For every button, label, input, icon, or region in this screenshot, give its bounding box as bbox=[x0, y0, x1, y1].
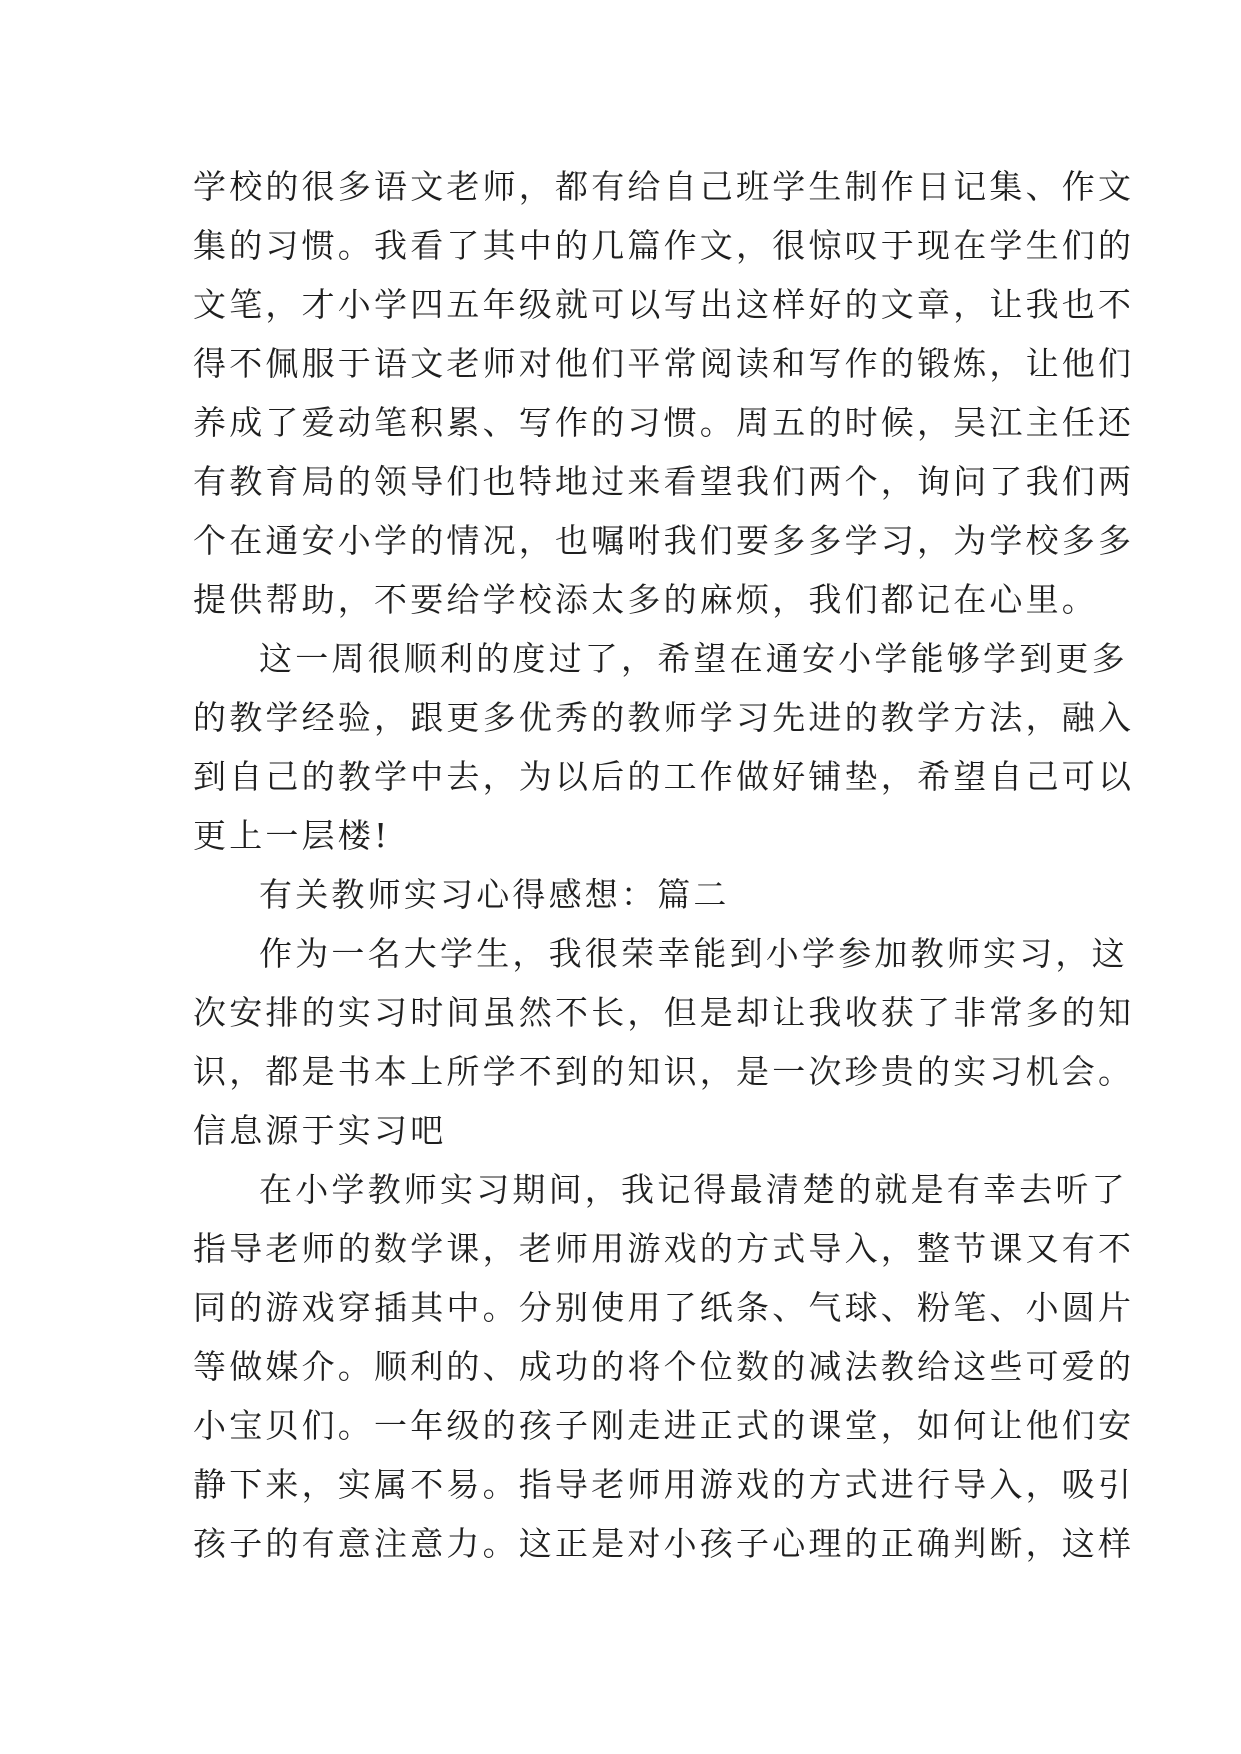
text-line: 孩子的有意注意力。这正是对小孩子心理的正确判断，这样 bbox=[193, 1524, 1135, 1563]
text-line: 同的游戏穿插其中。分别使用了纸条、气球、粉笔、小圆片 bbox=[193, 1288, 1135, 1327]
text-line: 次安排的实习时间虽然不长，但是却让我收获了非常多的知 bbox=[193, 993, 1135, 1032]
text-line: 的教学经验，跟更多优秀的教师学习先进的教学方法，融入 bbox=[193, 698, 1135, 737]
text-line: 在小学教师实习期间，我记得最清楚的就是有幸去听了 bbox=[259, 1170, 1128, 1209]
text-line: 得不佩服于语文老师对他们平常阅读和写作的锻炼，让他们 bbox=[193, 344, 1135, 383]
section-heading: 有关教师实习心得感想：篇二 bbox=[259, 875, 730, 914]
text-line: 指导老师的数学课，老师用游戏的方式导入，整节课又有不 bbox=[193, 1229, 1135, 1268]
body-text bbox=[193, 157, 1135, 1573]
text-line: 个在通安小学的情况，也嘱咐我们要多多学习，为学校多多 bbox=[193, 521, 1135, 560]
text-line: 作为一名大学生，我很荣幸能到小学参加教师实习，这 bbox=[259, 934, 1128, 973]
text-line: 有教育局的领导们也特地过来看望我们两个，询问了我们两 bbox=[193, 462, 1135, 501]
text-line: 等做媒介。顺利的、成功的将个位数的减法教给这些可爱的 bbox=[193, 1347, 1135, 1386]
text-line: 这一周很顺利的度过了，希望在通安小学能够学到更多 bbox=[259, 639, 1128, 678]
text-line: 养成了爱动笔积累、写作的习惯。周五的时候，吴江主任还 bbox=[193, 403, 1135, 442]
text-line: 集的习惯。我看了其中的几篇作文，很惊叹于现在学生们的 bbox=[193, 226, 1135, 265]
text-line: 学校的很多语文老师，都有给自己班学生制作日记集、作文 bbox=[193, 167, 1135, 206]
text-line: 提供帮助，不要给学校添太多的麻烦，我们都记在心里。 bbox=[193, 580, 1098, 619]
text-line: 识，都是书本上所学不到的知识，是一次珍贵的实习机会。 bbox=[193, 1052, 1135, 1091]
text-line: 小宝贝们。一年级的孩子刚走进正式的课堂，如何让他们安 bbox=[193, 1406, 1135, 1445]
text-line: 到自己的教学中去，为以后的工作做好铺垫，希望自己可以 bbox=[193, 757, 1135, 796]
text-line: 文笔，才小学四五年级就可以写出这样好的文章，让我也不 bbox=[193, 285, 1135, 324]
text-line: 更上一层楼! bbox=[193, 816, 391, 855]
text-line: 信息源于实习吧 bbox=[193, 1111, 447, 1150]
text-line: 静下来，实属不易。指导老师用游戏的方式进行导入，吸引 bbox=[193, 1465, 1135, 1504]
